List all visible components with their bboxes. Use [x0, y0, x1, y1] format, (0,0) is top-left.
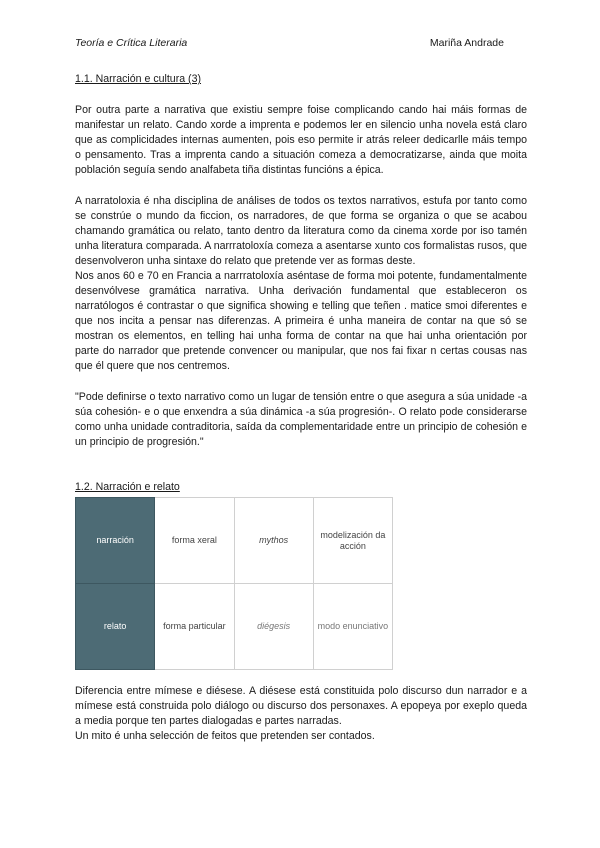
table-cell: forma xeral	[155, 498, 234, 584]
table-cell: mythos	[234, 498, 313, 584]
table-cell: modo enunciativo	[313, 584, 392, 670]
table-cell: modelización da acción	[313, 498, 392, 584]
table-cell-header: relato	[76, 584, 155, 670]
course-title: Teoría e Crítica Literaria	[75, 37, 188, 49]
paragraph: Por outra parte a narrativa que existiu sempre foise complicando cando hai máis formas de manifestar un relato. Cando xorde a imprenta e podemos ler en silencio unha novela está claro que as complicidades internas aumenten, pois eso permite ir atrás releer dedicarlle máis tempo o pensamento. Tras a imprenta cando a situación comeza a democratizarse, ainda que moita población seguía sendo analfabeta tiña distintas funcións a épica.	[75, 104, 527, 176]
paragraph: A narratoloxia é nha disciplina de análises de todos os textos narrativos, estufa por tanto como se constrúe o mundo da ficcion, os narradores, de que forma se organiza o que se acabou chamando gramática ou relato, tanto dentro da literatura como da cinema xorde por iso tamén unha literatura comparada. A narrratoloxía comeza a asentarse xunto cos formalistas rusos, que desenvolveron unha sintaxe do relato que pretende ver as formas deste.	[75, 195, 527, 267]
quote-paragraph: "Pode definirse o texto narrativo como un lugar de tensión entre o que asegura a súa unidade -a súa cohesión- e o que enxendra a súa dinámica -a súa progresión-. O relato pode considerarse como unha unidade contraditoria, saída da complementaridade entre un principio de cohesión e un principio de progresión."	[75, 391, 527, 448]
paragraph: Un mito é unha selección de feitos que pretenden ser contados.	[75, 730, 375, 742]
document-body	[75, 72, 527, 744]
table-row	[76, 498, 393, 584]
table-row	[76, 584, 393, 670]
paragraph: Nos anos 60 e 70 en Francia a narrratoloxía aséntase de forma moi potente, fundamentalmente desenvólvese gramática narrativa. Unha derivación fundamental que estableceron os narratólogos é contrastar o que significa showing e telling que teñen . matice smoi diferentes e que nos incita a pensar nas diferenzas. A primeira é unha maneira de contar na que só se mostran os elementos, en telling hai unha forma de contar na que hai unha orientación por parte do narrador que pretende convencer ou manipular, que nos fai fixar n certas cousas nas que él quere que nos centremos.	[75, 270, 527, 372]
paragraph: Diferencia entre mímese e diésese. A diésese está constituida polo discurso dun narrador e a mímese está construida polo diálogo ou discurso dos personaxes. A epopeya por exeplo queda a media porque ten partes dialogadas e partes narradas.	[75, 685, 527, 727]
author-name: Mariña Andrade	[429, 37, 504, 49]
table-cell: forma particular	[155, 584, 234, 670]
table-cell-header: narración	[76, 498, 155, 584]
section-heading-1-2: 1.2. Narración e relato	[75, 481, 180, 493]
narration-relato-table	[75, 497, 393, 670]
section-heading-1-1: 1.1. Narración e cultura (3)	[75, 73, 202, 85]
table-cell: diégesis	[234, 584, 313, 670]
